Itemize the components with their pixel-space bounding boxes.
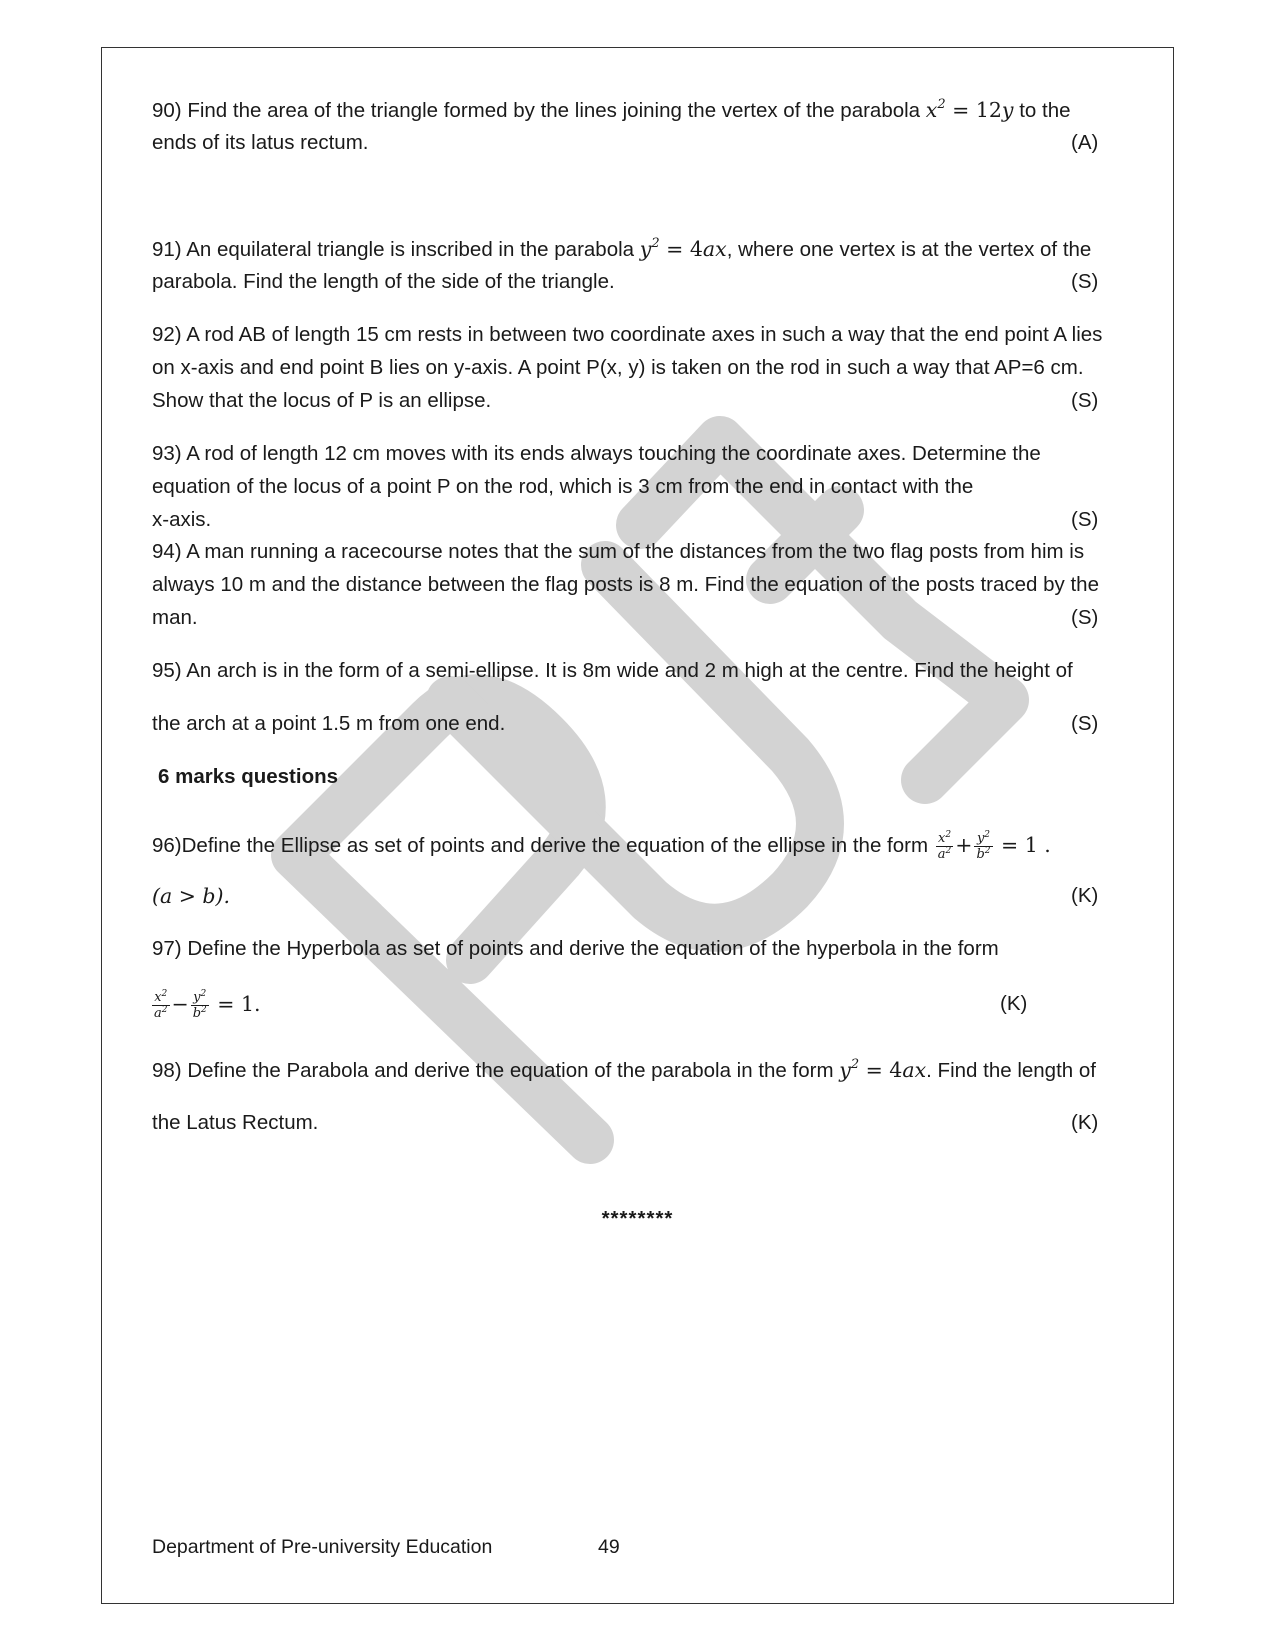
footer-page-number: 49	[598, 1536, 620, 1558]
q90-equation: $x^2 = 12y$	[925, 97, 1014, 122]
q94-line-2: always 10 m and the distance between the flag posts is 8 m. Find the equation of the posts traced by the	[152, 573, 1099, 596]
section-heading: 6 marks questions	[158, 765, 339, 788]
end-separator: ********	[601, 1207, 674, 1230]
q90-line-2: ends of its latus rectum.	[152, 131, 369, 154]
q98-line-2: the Latus Rectum.	[152, 1111, 319, 1134]
q97-line-1: 97) Define the Hyperbola as set of points and derive the equation of the hyperbola in the form	[152, 937, 999, 960]
q92-line-1: 92) A rod AB of length 15 cm rests in between two coordinate axes in such a way that the end point A lies	[152, 323, 1103, 346]
q98-equation: $y^2 = 4ax$	[839, 1057, 927, 1082]
q96-line-1: 96)Define the Ellipse as set of points and derive the equation of the ellipse in the form $\frac{x^2}{a^2}$ + $\frac{y^2}{b^2}$ = 1 .	[152, 830, 1051, 863]
q91-equation: $y^2 = 4ax$	[639, 236, 727, 261]
q96-fraction-x: $\frac{x^2}{a^2}$	[937, 830, 952, 863]
q96-tag: (K)	[1071, 884, 1099, 907]
q98-line-1: 98) Define the Parabola and derive the equation of the parabola in the form $y^2 = 4ax$. Find the length of	[152, 1057, 1096, 1082]
q90-line-1: 90) Find the area of the triangle formed by the lines joining the vertex of the parabola $x^2 = 12y$ to the	[152, 97, 1071, 122]
q94-tag: (S)	[1071, 606, 1099, 629]
q95-tag: (S)	[1071, 712, 1099, 735]
q91-tag: (S)	[1071, 270, 1099, 293]
q93-tag: (S)	[1071, 508, 1099, 531]
q92-line-2: on x-axis and end point B lies on y-axis. A point P(x, y) is taken on the rod in such a way that AP=6 cm.	[152, 356, 1084, 379]
q94-line-1: 94) A man running a racecourse notes that the sum of the distances from the two flag posts from him is	[152, 540, 1085, 563]
q91-line-2: parabola. Find the length of the side of the triangle.	[152, 270, 615, 293]
q91-line-1: 91) An equilateral triangle is inscribed in the parabola $y^2 = 4ax$, where one vertex is at the vertex of the	[152, 236, 1092, 261]
q95-line-1: 95) An arch is in the form of a semi-ellipse. It is 8m wide and 2 m high at the centre. Find the height of	[152, 659, 1073, 682]
q93-line-2: equation of the locus of a point P on the rod, which is 3 cm from the end in contact with the	[152, 475, 974, 498]
q92-line-3: Show that the locus of P is an ellipse.	[152, 389, 492, 412]
q97-fraction-x: $\frac{x^2}{a^2}$	[154, 989, 168, 1022]
q94-line-3: man.	[152, 606, 198, 629]
q98-tag: (K)	[1071, 1111, 1099, 1134]
q96-fraction-y: $\frac{y^2}{b^2}$	[976, 830, 991, 863]
footer-department: Department of Pre-university Education	[152, 1536, 493, 1558]
q96-line-2: (a > b).	[152, 884, 231, 908]
q97-tag: (K)	[1000, 992, 1028, 1015]
q92-tag: (S)	[1071, 389, 1099, 412]
q97-fraction-y: $\frac{y^2}{b^2}$	[192, 989, 207, 1022]
q90-tag: (A)	[1071, 131, 1099, 154]
q97-line-2: $\frac{x^2}{a^2}$ − $\frac{y^2}{b^2}$ = 1.	[154, 989, 261, 1022]
q95-line-2: the arch at a point 1.5 m from one end.	[152, 712, 506, 735]
q93-line-3: x-axis.	[152, 508, 212, 531]
q93-line-1: 93) A rod of length 12 cm moves with its ends always touching the coordinate axes. Determine the	[152, 442, 1041, 465]
